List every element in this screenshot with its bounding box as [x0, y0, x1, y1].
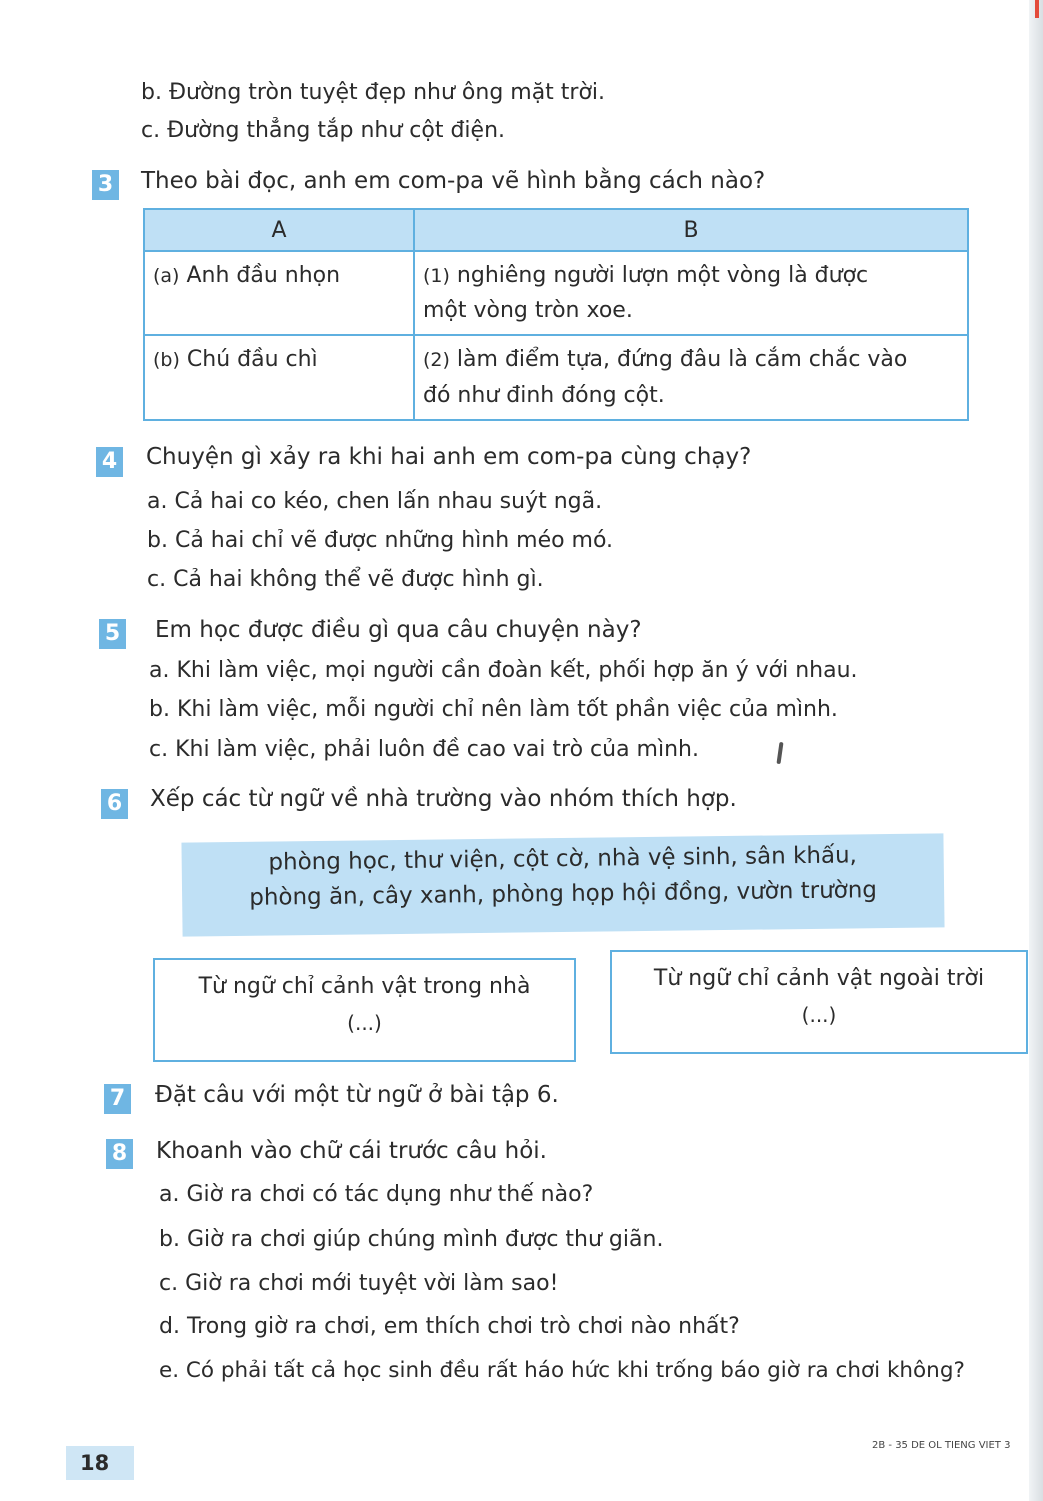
q5-option-b: b. Khi làm việc, mỗi người chỉ nên làm tốt phần việc của mình. — [149, 697, 838, 722]
table-row — [144, 251, 968, 335]
outdoor-category-box — [610, 950, 1028, 1054]
q4-option-c: c. Cả hai không thể vẽ được hình gì. — [147, 567, 544, 592]
q7-number-badge: 7 — [104, 1084, 131, 1114]
item-text: đó như đinh đóng cột. — [423, 382, 665, 408]
q3-number-badge: 3 — [92, 170, 119, 200]
item-text: Chú đầu chì — [186, 347, 318, 373]
q5-number-badge: 5 — [99, 619, 126, 649]
q8-question: Khoanh vào chữ cái trước câu hỏi. — [156, 1138, 547, 1164]
table-cell-b — [414, 251, 968, 335]
word-bank-line: phòng ăn, cây xanh, phòng họp hội đồng, vườn trường — [249, 876, 878, 911]
page-edge-marker — [1035, 0, 1039, 18]
table-header-row — [144, 209, 968, 251]
item-label: (a) — [153, 265, 180, 287]
q4-option-a: a. Cả hai co kéo, chen lấn nhau suýt ngã. — [147, 489, 603, 514]
item-label: (2) — [423, 349, 450, 372]
q7-question: Đặt câu với một từ ngữ ở bài tập 6. — [155, 1082, 559, 1108]
table-cell-a — [144, 251, 414, 335]
word-bank-line: phòng học, thư viện, cột cờ, nhà vệ sinh, sân khấu, — [268, 842, 858, 876]
table-row — [144, 335, 968, 419]
q6-question: Xếp các từ ngữ về nhà trường vào nhóm thích hợp. — [150, 786, 737, 812]
answer-blank: (...) — [801, 1003, 837, 1027]
q8-option-a: a. Giờ ra chơi có tác dụng như thế nào? — [159, 1182, 594, 1207]
q8-option-c: c. Giờ ra chơi mới tuyệt vời làm sao! — [159, 1271, 559, 1296]
q8-option-b: b. Giờ ra chơi giúp chúng mình được thư giãn. — [159, 1227, 664, 1252]
outdoor-category-title: Từ ngữ chỉ cảnh vật ngoài trời — [653, 966, 985, 991]
q8-option-e: e. Có phải tất cả học sinh đều rất háo hức khi trống báo giờ ra chơi không? — [159, 1358, 965, 1383]
q4-number-badge: 4 — [96, 447, 123, 477]
column-b-header: B — [414, 209, 968, 251]
q4-question: Chuyện gì xảy ra khi hai anh em com-pa cùng chạy? — [146, 444, 752, 470]
q8-option-d: d. Trong giờ ra chơi, em thích chơi trò chơi nào nhất? — [159, 1314, 740, 1339]
q3-question: Theo bài đọc, anh em com-pa vẽ hình bằng cách nào? — [141, 168, 766, 194]
item-text: Anh đầu nhọn — [186, 263, 341, 288]
book-code: 2B - 35 DE OL TIENG VIET 3 — [872, 1440, 1011, 1451]
page-number: 18 — [66, 1446, 134, 1480]
q6-number-badge: 6 — [101, 789, 128, 819]
item-label: (1) — [423, 265, 450, 287]
item-text: một vòng tròn xoe. — [423, 298, 633, 324]
item-label: (b) — [153, 349, 180, 372]
indoor-category-box — [153, 958, 576, 1062]
indoor-category-title: Từ ngữ chỉ cảnh vật trong nhà — [198, 974, 531, 999]
table-cell-b — [414, 335, 968, 419]
q3-matching-table — [143, 208, 969, 421]
q5-option-a: a. Khi làm việc, mọi người cần đoàn kết, phối hợp ăn ý với nhau. — [149, 658, 858, 683]
table-cell-a — [144, 335, 414, 419]
answer-blank: (...) — [347, 1011, 382, 1035]
item-text: nghiêng người lượn một vòng là được — [456, 263, 869, 288]
q2-option-c: c. Đường thẳng tắp như cột điện. — [141, 118, 505, 143]
q5-question: Em học được điều gì qua câu chuyện này? — [155, 617, 642, 643]
q5-option-c: c. Khi làm việc, phải luôn đề cao vai trò của mình. — [149, 737, 699, 762]
item-text: làm điểm tựa, đứng đâu là cắm chắc vào — [456, 347, 908, 373]
q2-option-b: b. Đường tròn tuyệt đẹp như ông mặt trời. — [141, 80, 606, 105]
q8-number-badge: 8 — [106, 1139, 133, 1169]
column-a-header: A — [144, 209, 414, 251]
pencil-mark — [776, 742, 783, 764]
q4-option-b: b. Cả hai chỉ vẽ được những hình méo mó. — [147, 528, 614, 553]
word-bank — [181, 833, 944, 936]
page-edge — [1029, 0, 1043, 1501]
